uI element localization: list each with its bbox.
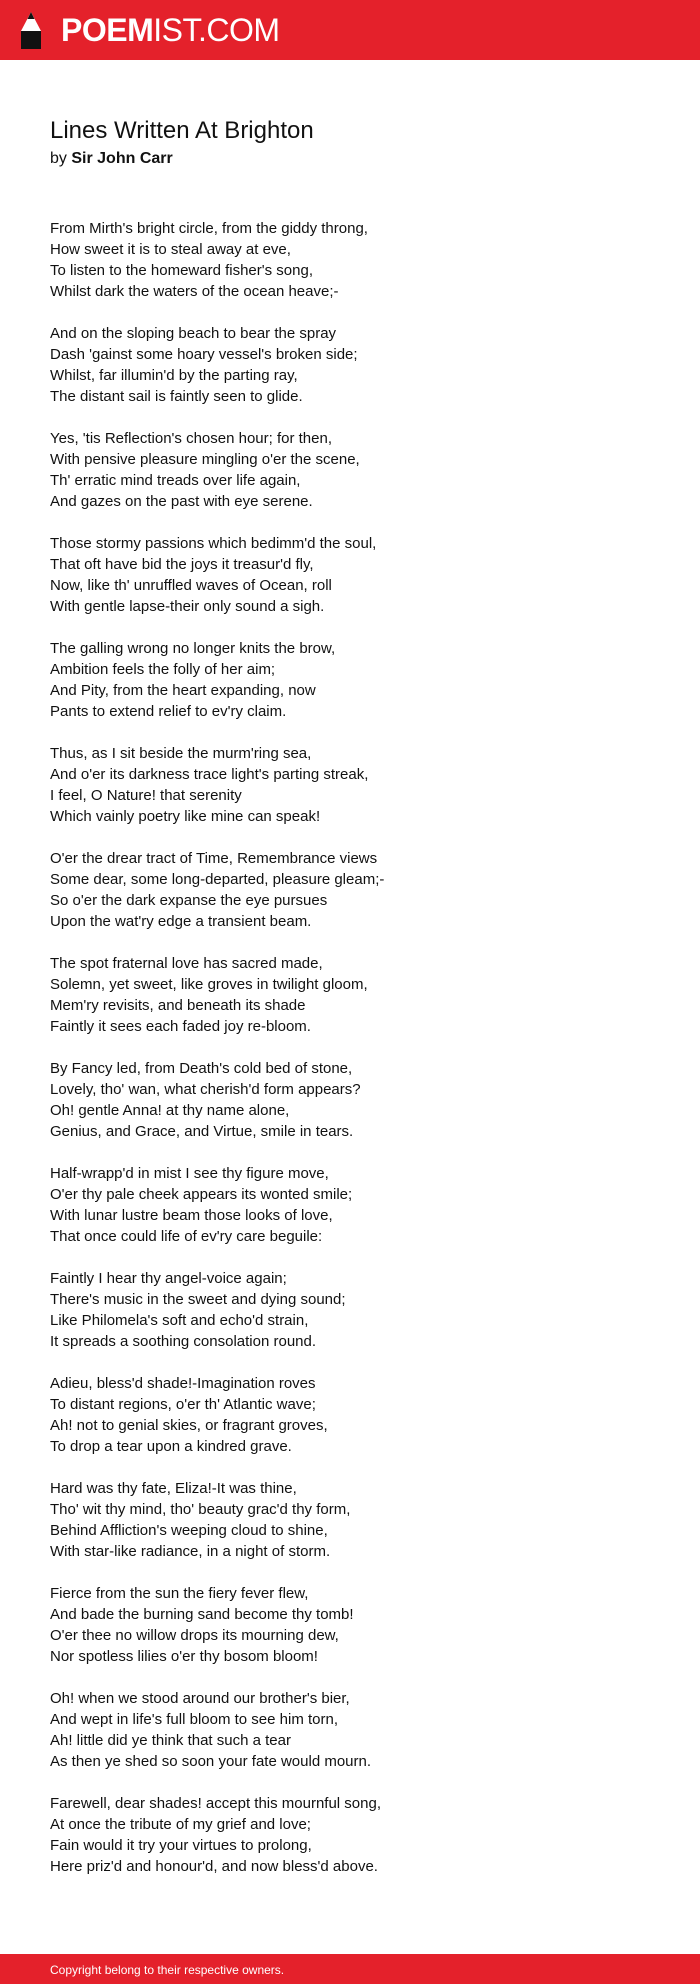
poem-line: Upon the wat'ry edge a transient beam.: [50, 913, 312, 930]
poem-stanza: [50, 953, 650, 1037]
poem-line: O'er thee no willow drops its mourning dew,: [50, 1627, 339, 1644]
poem-stanza: [50, 533, 650, 617]
logo-text-bold: POEM: [61, 12, 154, 48]
poem-line: I feel, O Nature! that serenity: [50, 787, 242, 804]
poem-stanza: [50, 218, 650, 302]
poem-line: It spreads a soothing consolation round.: [50, 1333, 317, 1350]
poem-line: The galling wrong no longer knits the brow,: [50, 640, 336, 657]
poem-line: As then ye shed so soon your fate would mourn.: [50, 1753, 372, 1770]
poem-line: Farewell, dear shades! accept this mournful song,: [50, 1795, 382, 1812]
poem-line: The distant sail is faintly seen to glide.: [50, 388, 303, 405]
author-name: Sir John Carr: [71, 150, 173, 167]
poem-line: Ah! not to genial skies, or fragrant groves,: [50, 1417, 328, 1434]
poem-line: To listen to the homeward fisher's song,: [50, 262, 313, 279]
copyright-text: Copyright belong to their respective owners.: [50, 1963, 285, 1977]
poem-line: Nor spotless lilies o'er thy bosom bloom!: [50, 1648, 318, 1665]
poem-line: Yes, 'tis Reflection's chosen hour; for then,: [50, 430, 332, 447]
poem-line: With lunar lustre beam those looks of love,: [50, 1207, 333, 1224]
poem-line: Genius, and Grace, and Virtue, smile in tears.: [50, 1123, 354, 1140]
poem-line: The spot fraternal love has sacred made,: [50, 955, 323, 972]
poem-stanza: [50, 1058, 650, 1142]
poem-line: And bade the burning sand become thy tomb!: [50, 1606, 354, 1623]
poem-title: Lines Written At Brighton: [50, 117, 314, 144]
pencil-tip-icon[interactable]: [18, 11, 44, 51]
logo-text-light: IST.COM: [153, 12, 280, 48]
poem-line: There's music in the sweet and dying sound;: [50, 1291, 346, 1308]
poem-line: Which vainly poetry like mine can speak!: [50, 808, 321, 825]
poem-stanza: [50, 428, 650, 512]
poem-stanza: [50, 323, 650, 407]
poem-stanza: [50, 1478, 650, 1562]
poem-stanza: [50, 743, 650, 827]
site-footer: [0, 1954, 700, 1984]
poem-line: Tho' wit thy mind, tho' beauty grac'd thy form,: [50, 1501, 351, 1518]
poem-line: Dash 'gainst some hoary vessel's broken side;: [50, 346, 358, 363]
poem-stanza: [50, 1373, 650, 1457]
poem-line: So o'er the dark expanse the eye pursues: [50, 892, 328, 909]
poem-line: Hard was thy fate, Eliza!-It was thine,: [50, 1480, 297, 1497]
poem-stanza: [50, 1793, 650, 1877]
poem-line: Lovely, tho' wan, what cherish'd form appears?: [50, 1081, 361, 1098]
poem-stanza: [50, 1268, 650, 1352]
poem-line: Fain would it try your virtues to prolong,: [50, 1837, 312, 1854]
poem-line: By Fancy led, from Death's cold bed of stone,: [50, 1060, 353, 1077]
poem-body: [50, 218, 650, 1898]
poem-line: And Pity, from the heart expanding, now: [50, 682, 316, 699]
poem-stanza: [50, 1583, 650, 1667]
poem-line: Behind Affliction's weeping cloud to shine,: [50, 1522, 328, 1539]
poem-line: How sweet it is to steal away at eve,: [50, 241, 291, 258]
poem-line: Mem'ry revisits, and beneath its shade: [50, 997, 306, 1014]
poem-line: Whilst dark the waters of the ocean heave;-: [50, 283, 339, 300]
poem-line: At once the tribute of my grief and love;: [50, 1816, 311, 1833]
poem-line: Oh! when we stood around our brother's bier,: [50, 1690, 350, 1707]
poem-line: Those stormy passions which bedimm'd the soul,: [50, 535, 377, 552]
poem-line: Whilst, far illumin'd by the parting ray,: [50, 367, 298, 384]
poem-line: Pants to extend relief to ev'ry claim.: [50, 703, 287, 720]
poem-line: To distant regions, o'er th' Atlantic wave;: [50, 1396, 316, 1413]
poem-line: O'er thy pale cheek appears its wonted smile;: [50, 1186, 353, 1203]
poem-byline: [50, 147, 173, 171]
poem-line: Now, like th' unruffled waves of Ocean, roll: [50, 577, 332, 594]
poem-line: Solemn, yet sweet, like groves in twilight gloom,: [50, 976, 368, 993]
poem-line: With star-like radiance, in a night of storm.: [50, 1543, 331, 1560]
by-label: by: [50, 150, 67, 167]
poem-line: Here priz'd and honour'd, and now bless'd above.: [50, 1858, 378, 1875]
poem-line: Th' erratic mind treads over life again,: [50, 472, 301, 489]
poem-stanza: [50, 848, 650, 932]
poem-line: Adieu, bless'd shade!-Imagination roves: [50, 1375, 316, 1392]
poem-line: Ambition feels the folly of her aim;: [50, 661, 276, 678]
poem-line: Oh! gentle Anna! at thy name alone,: [50, 1102, 290, 1119]
poem-line: To drop a tear upon a kindred grave.: [50, 1438, 292, 1455]
poem-line: Half-wrapp'd in mist I see thy figure move,: [50, 1165, 329, 1182]
poem-line: Some dear, some long-departed, pleasure gleam;-: [50, 871, 385, 888]
poem-line: And o'er its darkness trace light's parting streak,: [50, 766, 369, 783]
poem-line: Thus, as I sit beside the murm'ring sea,: [50, 745, 312, 762]
poem-line: With gentle lapse-their only sound a sigh.: [50, 598, 325, 615]
poem-line: Faintly I hear thy angel-voice again;: [50, 1270, 287, 1287]
poem-line: Faintly it sees each faded joy re-bloom.: [50, 1018, 311, 1035]
poem-line: From Mirth's bright circle, from the giddy throng,: [50, 220, 368, 237]
poem-stanza: [50, 1688, 650, 1772]
poem-line: With pensive pleasure mingling o'er the scene,: [50, 451, 360, 468]
poem-line: And gazes on the past with eye serene.: [50, 493, 313, 510]
poem-line: O'er the drear tract of Time, Remembrance views: [50, 850, 378, 867]
poem-line: That once could life of ev'ry care beguile:: [50, 1228, 323, 1245]
poem-stanza: [50, 1163, 650, 1247]
poem-stanza: [50, 638, 650, 722]
poem-line: And on the sloping beach to bear the spray: [50, 325, 337, 342]
poem-line: That oft have bid the joys it treasur'd fly,: [50, 556, 314, 573]
site-logo[interactable]: [61, 12, 280, 48]
poem-line: And wept in life's full bloom to see him torn,: [50, 1711, 339, 1728]
site-header: [0, 0, 700, 60]
poem-line: Like Philomela's soft and echo'd strain,: [50, 1312, 309, 1329]
poem-line: Ah! little did ye think that such a tear: [50, 1732, 291, 1749]
poem-line: Fierce from the sun the fiery fever flew,: [50, 1585, 309, 1602]
